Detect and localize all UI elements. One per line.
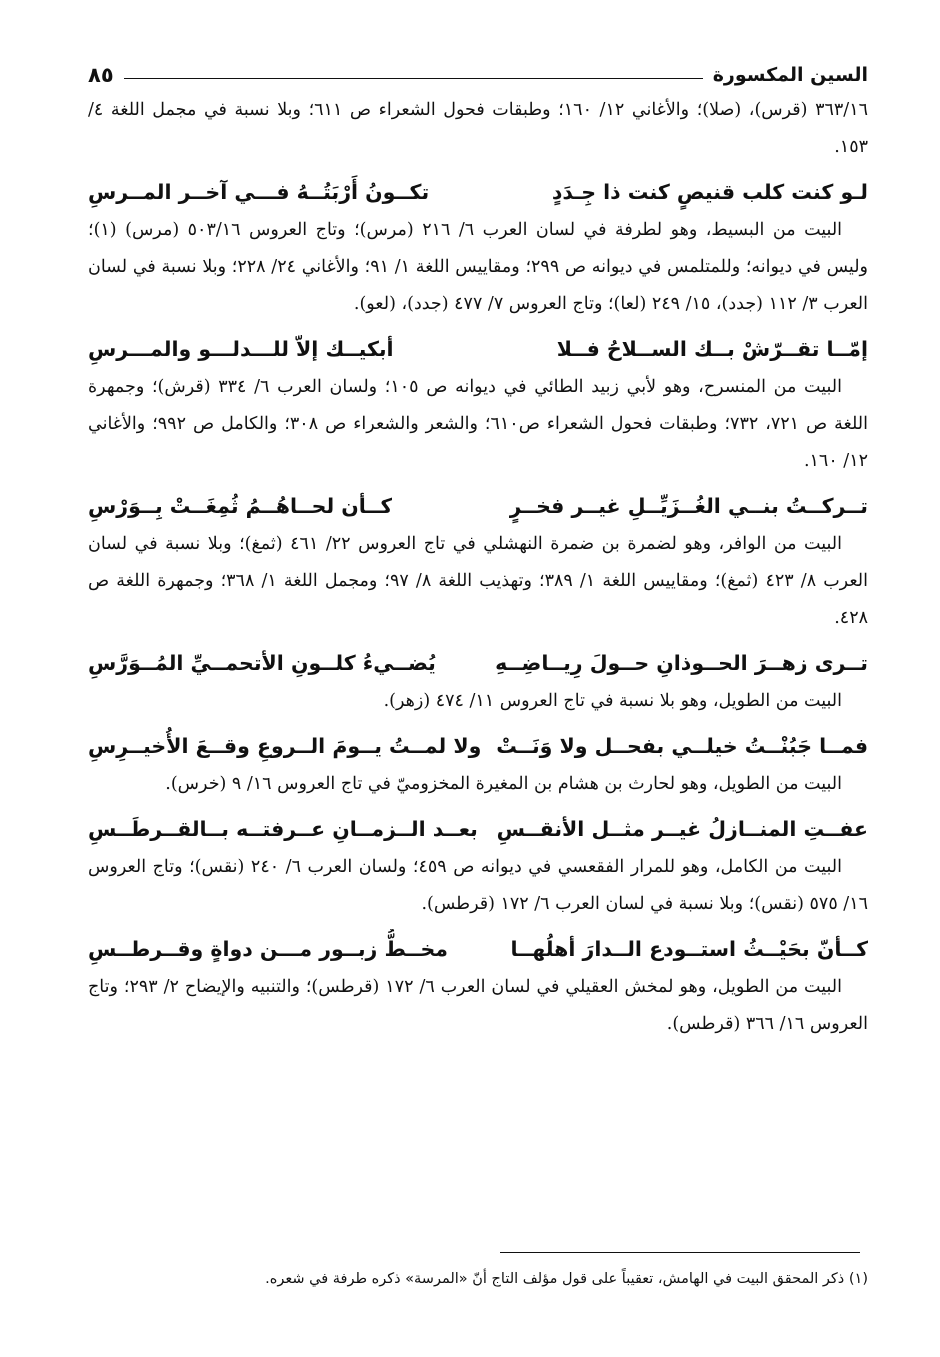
page-number: ٨٥ [88, 63, 114, 87]
verse-second-hemistich: ولا لمــتُ يــومَ الــروعِ وقــعَ الأُخيــرِسِ [88, 734, 482, 758]
verse-line [88, 929, 868, 969]
verse-first-hemistich: لـو كنت كلب قنيصٍ كنت ذا جِـدَدٍ [551, 180, 868, 204]
verse-line [88, 643, 868, 683]
verse-second-hemistich: مخــطُّ زبــور مـــن دواةٍ وقــرطــسِ [88, 937, 448, 961]
verse-source-note: البيت من البسيط، وهو لطرفة في لسان العرب ٦/ ٢١٦ (مرس)؛ وتاج العروس ٥٠٣/١٦ (مرس) (١)؛ وليس في ديوانه؛ وللمتلمس في ديوانه ص ٢٩٩؛ ومقاييس اللغة ١/ ٩١؛ والأغاني ٢٤/ ٢٢٨؛ وبلا نسبة في لسان العرب ٣/ ١١٢ (جدد)، ١٥/ ٢٤٩ (لعا)؛ وتاج العروس ٧/ ٤٧٧ (جدد)، (لعو). [88, 220, 868, 314]
verse-source-note: البيت من الكامل، وهو للمرار الفقعسي في ديوانه ص ٤٥٩؛ ولسان العرب ٦/ ٢٤٠ (نقس)؛ وتاج العروس ١٦/ ٥٧٥ (نقس)؛ وبلا نسبة في لسان العرب ٦/ ١٧٢ (قرطس). [88, 857, 868, 914]
verse-source-note: البيت من الطويل، وهو بلا نسبة في تاج العروس ١١/ ٤٧٤ (زهر). [383, 691, 842, 711]
verse-line [88, 172, 868, 212]
verse-line [88, 486, 868, 526]
verse-line [88, 809, 868, 849]
intro-paragraph: ٣٦٣/١٦ (قرس)، (صلا)؛ والأغاني ١٢/ ١٦٠؛ وطبقات فحول الشعراء ص ٦١١؛ وبلا نسبة في مجمل اللغة ٤/ ١٥٣. [88, 100, 868, 157]
entry [88, 809, 868, 923]
verse-line [88, 726, 868, 766]
page-body [88, 58, 868, 1043]
verse-first-hemistich: فمــا جَبُنْــتُ خيلــي بفحــل ولا وَنَــتْ [496, 734, 868, 758]
verse-source-note: البيت من الوافر، وهو لضمرة بن ضمرة النهشلي في تاج العروس ٢٢/ ٤٦١ (ثمغ)؛ وبلا نسبة في لسان العرب ٨/ ٤٢٣ (ثمغ)؛ ومقاييس اللغة ١/ ٣٨٩؛ وتهذيب اللغة ٨/ ٩٧؛ ومجمل اللغة ١/ ٣٦٨؛ وجمهرة اللغة ص ٤٢٨. [88, 534, 868, 628]
verse-second-hemistich: أبكيــك إلاّ للـــدلـــو والمـــرسِ [88, 337, 394, 361]
verse-second-hemistich: كــأن لحــاهُــمُ ثُمِغَــتْ بِــوَرْسِ [88, 494, 393, 518]
verse-source-note: البيت من المنسرح، وهو لأبي زبيد الطائي في ديوانه ص ١٠٥؛ ولسان العرب ٦/ ٣٣٤ (قرش)؛ وجمهرة اللغة ص ٧٢١، ٧٣٢؛ وطبقات فحول الشعراء ص٦١٠؛ والشعر والشعراء ص ٣٠٨؛ والكامل ص ٩٩٢؛ والأغاني ١٢/ ١٦٠. [88, 377, 868, 471]
entry [88, 486, 868, 637]
verse-second-hemistich: يُضــيءُ كلــونِ الأتحمــيِّ المُــوَرَّسِ [88, 651, 436, 675]
section-title: السين المكسورة [712, 64, 868, 86]
entry [88, 172, 868, 323]
footnote-separator [500, 1252, 860, 1253]
verse-first-hemistich: إمّــا تقــرّشْ بــك الســلاحُ فــلا [556, 337, 868, 361]
footnote: (١) ذكر المحقق البيت في الهامش، تعقيباً على قول مؤلف التاج أنّ «المرسة» ذكره طرفة في شعره. [265, 1271, 868, 1287]
verse-second-hemistich: تكــونُ أَرْبَتُــهُ فـــي آخــر المــرسِ [88, 180, 430, 204]
entry [88, 929, 868, 1043]
verse-source-note: البيت من الطويل، وهو لمخش العقيلي في لسان العرب ٦/ ١٧٢ (قرطس)؛ والتنبيه والإيضاح ٢/ ٢٩٣؛ وتاج العروس ١٦/ ٣٦٦ (قرطس). [88, 977, 868, 1034]
entry [88, 643, 868, 720]
verse-first-hemistich: تــركــتُ بنــي الغُــزَيِّــلِ غيــر فخــرٍ [509, 494, 868, 518]
header-rule [124, 78, 703, 79]
verse-first-hemistich: تــرى زهــرَ الحــوذانِ حــولَ رِيــاضِــهِ [495, 651, 868, 675]
verse-first-hemistich: عفــتِ المنــازلُ غيــر مثــل الأنقــسِ [496, 817, 868, 841]
verse-first-hemistich: كــأنّ بحَيْــثُ استــودع الــدارَ أهلُهــا [510, 937, 868, 961]
verse-source-note: البيت من الطويل، وهو لحارث بن هشام بن المغيرة المخزوميّ في تاج العروس ١٦/ ٩ (خرس). [165, 774, 842, 794]
verse-line [88, 329, 868, 369]
entry [88, 329, 868, 480]
verse-second-hemistich: بعــد الــزمــانِ عــرفتــه بــالقــرطَــسِ [88, 817, 478, 841]
running-header [88, 58, 868, 92]
entry [88, 726, 868, 803]
